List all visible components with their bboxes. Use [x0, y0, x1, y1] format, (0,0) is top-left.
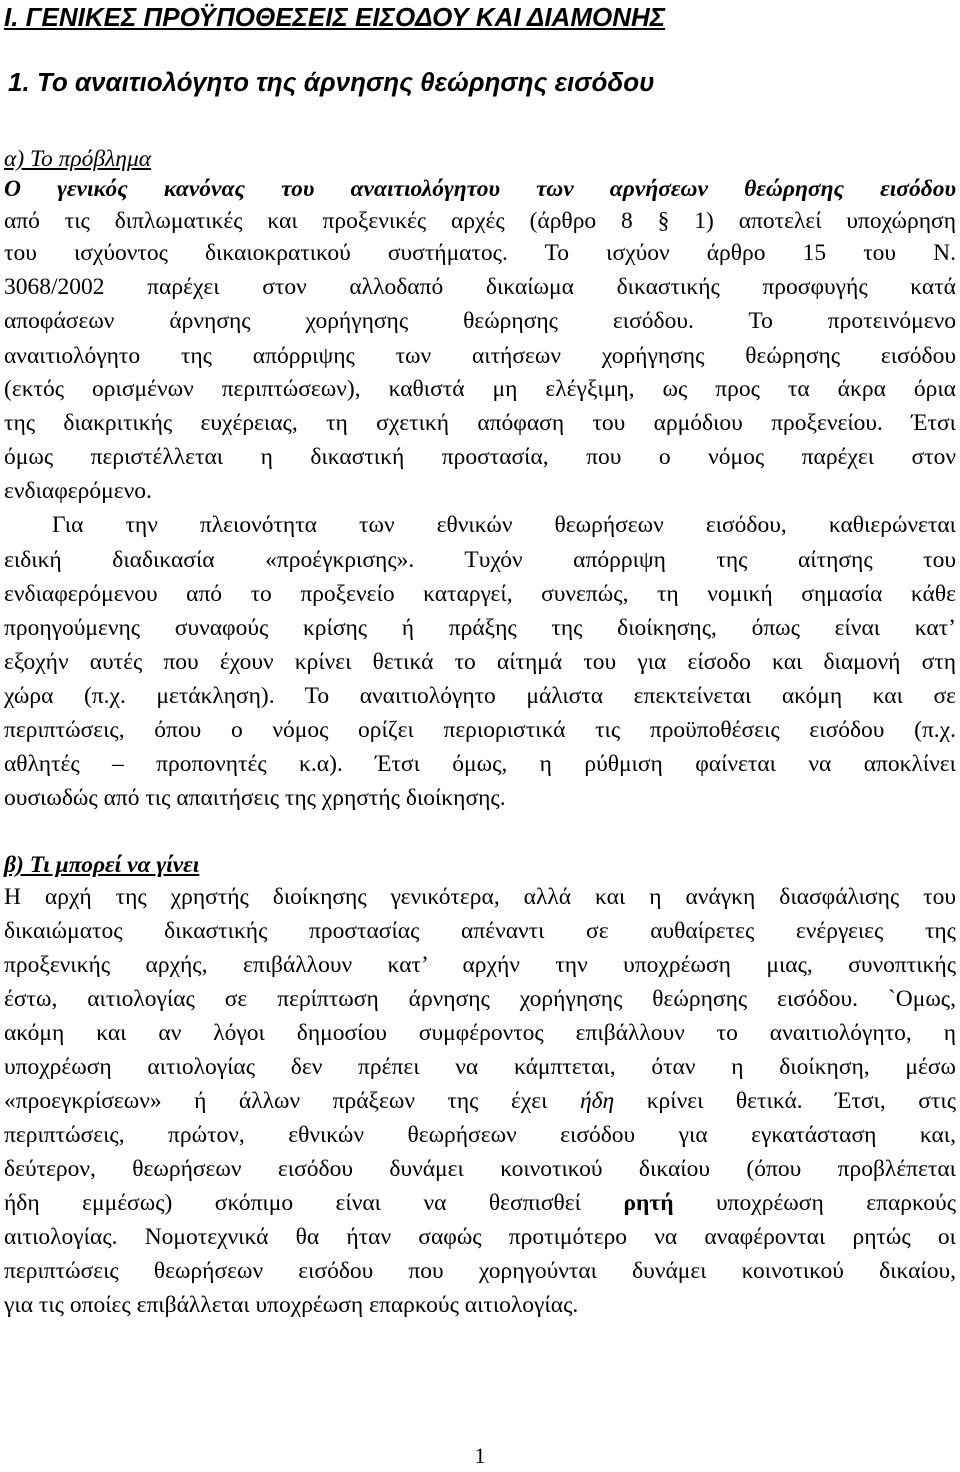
paragraph-line: προηγούμενης συναφούς κρίσης ή πράξης της διοίκησης, όπως είναι κατ’ [4, 615, 956, 641]
emphasis-text: ρητή [623, 1190, 674, 1216]
paragraph-line: περιπτώσεις, πρώτον, εθνικών θεωρήσεων εισόδου για εγκατάσταση και, [4, 1122, 956, 1148]
paragraph-line: ακόμη και αν λόγοι δημοσίου συμφέροντος επιβάλλουν το αναιτιολόγητο, η [4, 1020, 956, 1046]
paragraph-line: δικαιώματος δικαστικής προστασίας απέναντι σε αυθαίρετες ενέργειες της [4, 918, 956, 944]
paragraph-line: όμως περιστέλλεται η δικαστική προστασία, που ο νόμος παρέχει στον [4, 444, 956, 470]
paragraph-line: 3068/2002 παρέχει στον αλλοδαπό δικαίωμα δικαστικής προσφυγής κατά [4, 274, 956, 300]
paragraph-line: έστω, αιτιολογίας σε περίπτωση άρνησης χορήγησης θεώρησης εισόδου. `Ομως, [4, 986, 956, 1012]
paragraph-line: για τις οποίες επιβάλλεται υποχρέωση επαρκούς αιτιολογίας. [4, 1292, 579, 1318]
subsection-b-title: β) Τι μπορεί να γίνει [4, 852, 200, 878]
paragraph-line: ουσιωδώς από τις απαιτήσεις της χρηστής διοίκησης. [4, 785, 506, 811]
paragraph-line: του ισχύοντος δικαιοκρατικού συστήματος. Το ισχύον άρθρο 15 του Ν. [4, 240, 956, 266]
paragraph-line: αποφάσεων άρνησης χορήγησης θεώρησης εισόδου. Το προτεινόμενο [4, 308, 956, 334]
paragraph-line: «προεγκρίσεων» ή άλλων πράξεων της έχει ήδη κρίνει θετικά. Έτσι, στις [4, 1088, 956, 1114]
paragraph-line: προξενικής αρχής, επιβάλλουν κατ’ αρχήν την υποχρέωση μιας, συνοπτικής [4, 952, 956, 978]
paragraph-line: αιτιολογίας. Νομοτεχνικά θα ήταν σαφώς προτιμότερο να αναφέρονται ρητώς οι [4, 1224, 956, 1250]
paragraph-line: (εκτός ορισμένων περιπτώσεων), καθιστά μη ελέγξιμη, ως προς τα άκρα όρια [4, 376, 956, 402]
paragraph-line: ήδη εμμέσως) σκόπιμο είναι να θεσπισθεί ρητή υποχρέωση επαρκούς [4, 1190, 956, 1216]
paragraph-line: Η αρχή της χρηστής διοίκησης γενικότερα, αλλά και η ανάγκη διασφάλισης του [4, 884, 956, 910]
paragraph-line: αναιτιολόγητο της απόρριψης των αιτήσεων χορήγησης θεώρησης εισόδου [4, 343, 956, 369]
paragraph-line: Ο γενικός κανόνας του αναιτιολόγητου των αρνήσεων θεώρησης εισόδου [4, 176, 956, 202]
paragraph-line: ενδιαφερόμενο. [4, 478, 152, 504]
paragraph-line: από τις διπλωματικές και προξενικές αρχές (άρθρο 8 § 1) αποτελεί υποχώρηση [4, 208, 956, 234]
subsection-a-title: α) Το πρόβλημα [4, 146, 152, 172]
paragraph-line: δεύτερον, θεωρήσεων εισόδου δυνάμει κοινοτικού δικαίου (όπου προβλέπεται [4, 1156, 956, 1182]
paragraph-line: ειδική διαδικασία «προέγκρισης». Τυχόν απόρριψη της αίτησης του [4, 547, 956, 573]
paragraph-line: χώρα (π.χ. μετάκληση). Το αναιτιολόγητο μάλιστα επεκτείνεται ακόμη και σε [4, 683, 956, 709]
section-heading: 1. Το αναιτιολόγητο της άρνησης θεώρησης εισόδου [8, 67, 655, 97]
page-number: 1 [474, 1443, 486, 1468]
paragraph-line: της διακριτικής ευχέρειας, τη σχετική απόφαση του αρμόδιου προξενείου. Έτσι [4, 410, 956, 436]
paragraph-line: περιπτώσεις θεωρήσεων εισόδου που χορηγούνται δυνάμει κοινοτικού δικαίου, [4, 1258, 956, 1284]
main-heading: I. ΓΕΝΙΚΕΣ ΠΡΟΫΠΟΘΕΣΕΙΣ ΕΙΣΟΔΟΥ ΚΑΙ ΔΙΑΜΟΝΗΣ [4, 2, 666, 32]
paragraph-line: περιπτώσεις, όπου ο νόμος ορίζει περιοριστικά τις προϋποθέσεις εισόδου (π.χ. [4, 717, 956, 743]
paragraph-line: αθλητές – προπονητές κ.α). Έτσι όμως, η ρύθμιση φαίνεται να αποκλίνει [4, 751, 956, 777]
paragraph-line: ενδιαφερόμενου από το προξενείο καταργεί, συνεπώς, τη νομική σημασία κάθε [4, 581, 956, 607]
paragraph-line: υποχρέωση αιτιολογίας δεν πρέπει να κάμπτεται, όταν η διοίκηση, μέσω [4, 1054, 956, 1080]
paragraph-line: Για την πλειονότητα των εθνικών θεωρήσεων εισόδου, καθιερώνεται [52, 512, 956, 538]
paragraph-line: εξοχήν αυτές που έχουν κρίνει θετικά το αίτημά του για είσοδο και διαμονή στη [4, 649, 956, 675]
emphasis-text: ήδη [579, 1088, 615, 1114]
